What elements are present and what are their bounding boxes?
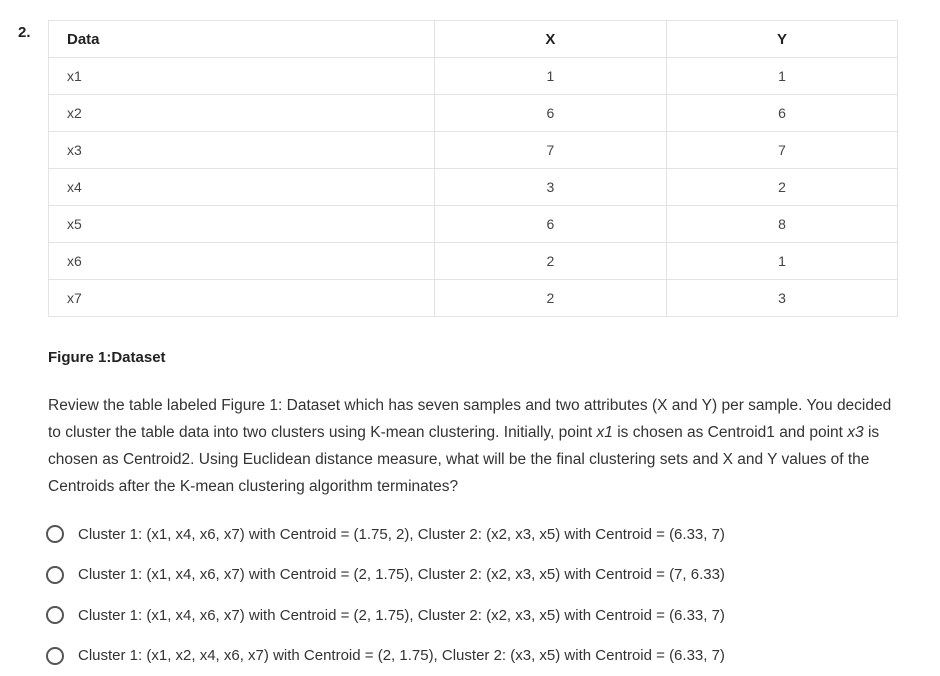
header-data: Data	[49, 21, 435, 58]
row-y: 1	[666, 243, 897, 280]
row-name: x6	[49, 243, 435, 280]
figure-caption: Figure 1:Dataset	[48, 349, 166, 366]
answer-option-4[interactable]	[46, 636, 926, 676]
answer-option-3[interactable]	[46, 595, 926, 636]
row-x: 7	[434, 132, 666, 169]
row-name: x5	[49, 206, 435, 243]
radio-button-icon[interactable]	[46, 606, 64, 624]
table-row	[49, 58, 898, 95]
row-x: 1	[434, 58, 666, 95]
dataset-table	[48, 20, 898, 317]
row-name: x2	[49, 95, 435, 132]
table-row	[49, 280, 898, 317]
centroid1-point: x1	[597, 424, 613, 441]
option-label: Cluster 1: (x1, x4, x6, x7) with Centroid = (1.75, 2), Cluster 2: (x2, x3, x5) with Centroid = (6.33, 7)	[78, 526, 725, 543]
question-number: 2.	[18, 24, 31, 41]
table-row	[49, 206, 898, 243]
row-y: 1	[666, 58, 897, 95]
radio-button-icon[interactable]	[46, 525, 64, 543]
question-text-part2: is chosen as Centroid1 and point	[613, 424, 847, 441]
table-row	[49, 95, 898, 132]
answer-option-1[interactable]	[46, 514, 926, 555]
table-header-row	[49, 21, 898, 58]
option-label: Cluster 1: (x1, x4, x6, x7) with Centroid = (2, 1.75), Cluster 2: (x2, x3, x5) with Centroid = (6.33, 7)	[78, 607, 725, 624]
row-x: 3	[434, 169, 666, 206]
row-name: x3	[49, 132, 435, 169]
row-y: 7	[666, 132, 897, 169]
option-label: Cluster 1: (x1, x4, x6, x7) with Centroid = (2, 1.75), Cluster 2: (x2, x3, x5) with Centroid = (7, 6.33)	[78, 566, 725, 583]
header-y: Y	[666, 21, 897, 58]
row-x: 2	[434, 280, 666, 317]
row-y: 8	[666, 206, 897, 243]
header-x: X	[434, 21, 666, 58]
answer-option-2[interactable]	[46, 555, 926, 596]
row-y: 3	[666, 280, 897, 317]
row-name: x1	[49, 58, 435, 95]
row-x: 6	[434, 206, 666, 243]
row-y: 6	[666, 95, 897, 132]
option-label: Cluster 1: (x1, x2, x4, x6, x7) with Centroid = (2, 1.75), Cluster 2: (x3, x5) with Centroid = (6.33, 7)	[78, 647, 725, 664]
centroid2-point: x3	[847, 424, 863, 441]
question-text	[48, 392, 908, 500]
question-text-part3: is chosen as Centroid2. Using Euclidean distance measure, what will be the final clustering sets and X and Y values of the Centroids after the K-mean clustering algorithm terminates?	[48, 424, 879, 495]
radio-button-icon[interactable]	[46, 566, 64, 584]
answer-options	[46, 514, 926, 676]
table-row	[49, 243, 898, 280]
radio-button-icon[interactable]	[46, 647, 64, 665]
row-x: 6	[434, 95, 666, 132]
row-name: x4	[49, 169, 435, 206]
question-text-part1: Review the table labeled Figure 1: Dataset which has seven samples and two attributes (X and Y) per sample. You decided to cluster the table data into two clusters using K-mean clustering. Initially, point	[48, 397, 891, 441]
table-row	[49, 132, 898, 169]
table-row	[49, 169, 898, 206]
row-name: x7	[49, 280, 435, 317]
row-x: 2	[434, 243, 666, 280]
row-y: 2	[666, 169, 897, 206]
